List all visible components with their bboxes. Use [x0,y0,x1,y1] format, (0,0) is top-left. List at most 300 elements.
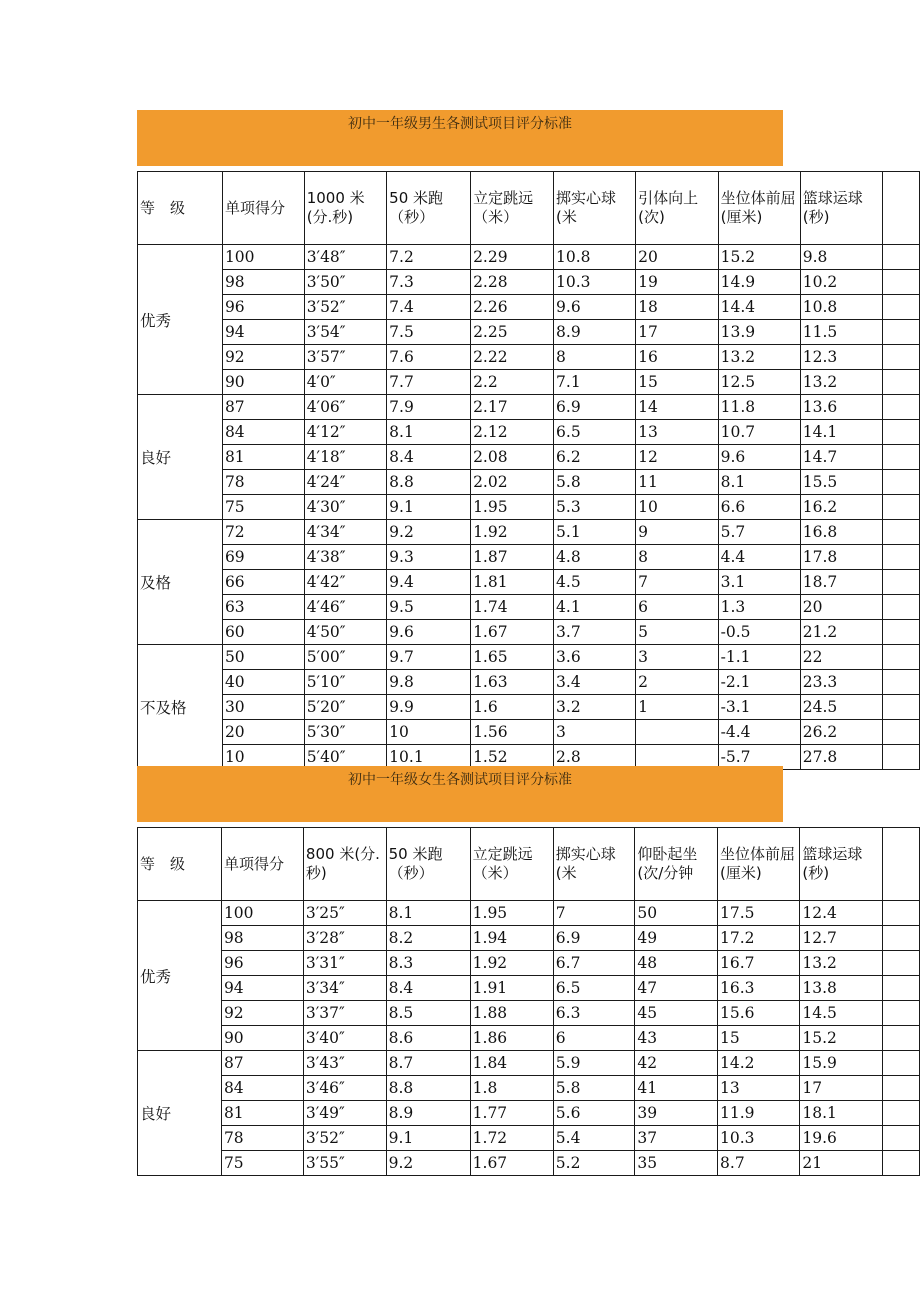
table-cell [882,695,919,720]
column-header: 立定跳远（米） [470,828,553,901]
table-cell [882,320,919,345]
table-cell: 2 [636,670,718,695]
table-row [138,1126,920,1151]
table-cell: 21.2 [800,620,882,645]
table-row [138,720,920,745]
table-cell: 11.9 [718,1101,800,1126]
table-cell: 30 [222,695,304,720]
column-header: 等 级 [138,172,223,245]
table-cell [882,976,919,1001]
girls-score-table [137,827,920,1176]
table-cell [882,1151,919,1176]
table-cell: 9.9 [387,695,471,720]
table-cell: 10.1 [387,745,471,770]
table-cell [882,295,919,320]
table-row [138,1076,920,1101]
table-cell: 3′57″ [304,345,386,370]
table-cell: 4′24″ [304,470,386,495]
table-cell: 5′20″ [304,695,386,720]
table-cell: 4′38″ [304,545,386,570]
table-cell: 14.7 [800,445,882,470]
table-cell: 5.2 [553,1151,635,1176]
table-cell [882,1001,919,1026]
table-cell: 22 [800,645,882,670]
table-cell: 10 [636,495,718,520]
table-cell: 2.02 [471,470,554,495]
column-header: 坐位体前屈(厘米) [718,172,800,245]
table-cell: 3.4 [554,670,636,695]
table-cell: 12.3 [800,345,882,370]
column-header: 仰卧起坐(次/分钟 [635,828,718,901]
column-header: 引体向上(次) [636,172,718,245]
table-cell: 84 [221,1076,303,1101]
table-cell: 16.2 [800,495,882,520]
table-cell [882,620,919,645]
table-cell: 4′42″ [304,570,386,595]
table-cell: 10 [387,720,471,745]
table-cell: 1.86 [470,1026,553,1051]
table-cell: 3′34″ [303,976,386,1001]
table-cell: 100 [221,901,303,926]
table-cell: 1.52 [471,745,554,770]
table-cell: 41 [635,1076,718,1101]
table-cell: 13.2 [800,370,882,395]
table-cell: 11 [636,470,718,495]
table-cell: 45 [635,1001,718,1026]
table-cell: 10.7 [718,420,800,445]
table-cell: 8.7 [386,1051,470,1076]
table-cell: 14.9 [718,270,800,295]
table-cell [882,570,919,595]
column-header: 单项得分 [222,172,304,245]
table-cell: 10 [222,745,304,770]
table-cell: 27.8 [800,745,882,770]
table-cell: 78 [222,470,304,495]
table-cell: 92 [222,345,304,370]
table-cell [636,720,718,745]
table-cell: 42 [635,1051,718,1076]
table-cell: 6.5 [553,976,635,1001]
table-cell: 90 [222,370,304,395]
table-cell: 7.9 [387,395,471,420]
table-row [138,595,920,620]
table-row [138,1001,920,1026]
table-cell: 5.9 [553,1051,635,1076]
table-cell: 72 [222,520,304,545]
table-cell: 8.4 [387,445,471,470]
table-cell: 6.2 [554,445,636,470]
table-row [138,926,920,951]
table-cell: 9.6 [718,445,800,470]
table-cell: 66 [222,570,304,595]
table-cell: 2.8 [554,745,636,770]
table-cell: 7.5 [387,320,471,345]
table-cell: 12 [636,445,718,470]
table-cell: 9.2 [386,1151,470,1176]
table-cell: 14.4 [718,295,800,320]
table-row [138,545,920,570]
table-cell: 4′30″ [304,495,386,520]
table-cell: 8.5 [386,1001,470,1026]
table-cell: 8.1 [387,420,471,445]
table-cell: -1.1 [718,645,800,670]
table-cell: 5.8 [553,1076,635,1101]
table-cell: 1.67 [470,1151,553,1176]
table-row [138,495,920,520]
table-cell [882,1051,919,1076]
table-cell: 1.6 [471,695,554,720]
column-header: 等 级 [138,828,222,901]
table-cell: 8.2 [386,926,470,951]
table-cell: 17 [800,1076,882,1101]
table-cell: 69 [222,545,304,570]
table-cell: 1.81 [471,570,554,595]
table-cell: 1.65 [471,645,554,670]
table-cell: 7 [553,901,635,926]
table-cell: 90 [221,1026,303,1051]
table-cell: 16.7 [718,951,800,976]
table-cell: 19 [636,270,718,295]
table-cell: 15.2 [800,1026,882,1051]
table-cell: 7.6 [387,345,471,370]
table-cell: 98 [221,926,303,951]
table-cell: 5′30″ [304,720,386,745]
table-cell: 9.1 [386,1126,470,1151]
table-row [138,1101,920,1126]
table-cell: 6.9 [554,395,636,420]
table-row [138,570,920,595]
table-row [138,620,920,645]
table-cell: 9.1 [387,495,471,520]
table-cell: 4.4 [718,545,800,570]
table-cell: 8.8 [386,1076,470,1101]
table-cell: 9.6 [554,295,636,320]
table-cell: 98 [222,270,304,295]
table-cell: 1.88 [470,1001,553,1026]
table-cell: 15.2 [718,245,800,270]
table-cell [882,645,919,670]
table-cell: 18.1 [800,1101,882,1126]
table-cell: 1 [636,695,718,720]
table-cell: 12.5 [718,370,800,395]
table-cell: 9 [636,520,718,545]
table-cell: 3′49″ [303,1101,386,1126]
table-cell: 15.5 [800,470,882,495]
table-cell: 1.77 [470,1101,553,1126]
table-row [138,695,920,720]
column-header: 50 米跑（秒） [387,172,471,245]
table-cell: 7.7 [387,370,471,395]
table-cell: 14 [636,395,718,420]
table-cell: 96 [221,951,303,976]
table-cell: 17.2 [718,926,800,951]
table-cell [882,901,919,926]
boys-title-banner [137,110,783,166]
table-cell: 1.84 [470,1051,553,1076]
table-cell: 15.6 [718,1001,800,1026]
table-cell: 19.6 [800,1126,882,1151]
column-header: 篮球运球(秒) [800,172,882,245]
table-cell: 13.9 [718,320,800,345]
table-cell [882,270,919,295]
table-cell: 35 [635,1151,718,1176]
column-header [882,828,919,901]
table-cell: 4′46″ [304,595,386,620]
table-cell: 37 [635,1126,718,1151]
table-cell: 9.3 [387,545,471,570]
level-cell: 良好 [138,395,223,520]
table-cell: 9.4 [387,570,471,595]
table-cell: 92 [221,1001,303,1026]
table-cell: 3′50″ [304,270,386,295]
table-cell: 7.4 [387,295,471,320]
table-cell: 1.92 [471,520,554,545]
table-cell: 4′12″ [304,420,386,445]
table-row [138,370,920,395]
table-cell: 75 [221,1151,303,1176]
table-cell: 100 [222,245,304,270]
girls-header-row [138,828,920,901]
table-cell: 6 [636,595,718,620]
table-cell [882,595,919,620]
table-cell: 8.1 [718,470,800,495]
table-cell: 6.9 [553,926,635,951]
table-cell: 43 [635,1026,718,1051]
column-header: 1000 米(分.秒) [304,172,386,245]
table-cell: 94 [222,320,304,345]
table-cell: 2.22 [471,345,554,370]
table-cell: 13.2 [718,345,800,370]
table-cell: 8.9 [386,1101,470,1126]
table-cell [882,370,919,395]
table-cell: 3.1 [718,570,800,595]
table-cell: 26.2 [800,720,882,745]
table-cell: 3 [554,720,636,745]
table-cell [882,445,919,470]
table-cell: 39 [635,1101,718,1126]
table-cell: 9.8 [387,670,471,695]
level-cell: 不及格 [138,645,223,770]
table-cell: 2.25 [471,320,554,345]
table-cell: 1.95 [470,901,553,926]
table-cell: 13.2 [800,951,882,976]
table-cell: 1.56 [471,720,554,745]
table-cell: 94 [221,976,303,1001]
table-cell: 4′06″ [304,395,386,420]
table-cell: 8.4 [386,976,470,1001]
table-cell: 5.7 [718,520,800,545]
table-cell: 5.6 [553,1101,635,1126]
table-cell: 1.63 [471,670,554,695]
table-cell: 10.3 [718,1126,800,1151]
table-cell [882,245,919,270]
table-cell: 50 [222,645,304,670]
table-cell: 9.5 [387,595,471,620]
table-cell: 6.3 [553,1001,635,1026]
table-cell: 2.28 [471,270,554,295]
table-cell: 5.4 [553,1126,635,1151]
table-cell: 13 [718,1076,800,1101]
table-cell: 13 [636,420,718,445]
table-cell [882,1026,919,1051]
table-cell: 5.8 [554,470,636,495]
table-cell: 3′46″ [303,1076,386,1101]
table-cell: 12.7 [800,926,882,951]
table-cell: 18.7 [800,570,882,595]
table-row [138,420,920,445]
table-cell [882,926,919,951]
table-cell: 4′0″ [304,370,386,395]
table-cell [882,1101,919,1126]
table-row [138,1026,920,1051]
level-cell: 及格 [138,520,223,645]
column-header: 800 米(分.秒) [303,828,386,901]
table-cell: 8 [554,345,636,370]
table-cell: 3′43″ [303,1051,386,1076]
table-cell: 1.95 [471,495,554,520]
table-cell [882,395,919,420]
table-cell: 7.1 [554,370,636,395]
table-cell: 7.3 [387,270,471,295]
table-cell: 9.6 [387,620,471,645]
girls-title-banner [137,766,783,822]
table-cell: 9.7 [387,645,471,670]
table-row [138,245,920,270]
table-cell [882,951,919,976]
table-cell: 24.5 [800,695,882,720]
table-cell: 49 [635,926,718,951]
table-cell: 78 [221,1126,303,1151]
table-cell: 18 [636,295,718,320]
level-cell: 优秀 [138,901,222,1051]
table-cell: 16.8 [800,520,882,545]
table-cell: 17.5 [718,901,800,926]
table-cell: 20 [800,595,882,620]
table-cell: 3 [636,645,718,670]
table-cell [882,420,919,445]
table-cell: 6.5 [554,420,636,445]
table-cell: 8.7 [718,1151,800,1176]
table-cell: 1.67 [471,620,554,645]
table-cell: 1.87 [471,545,554,570]
table-cell: 84 [222,420,304,445]
table-cell: 15.9 [800,1051,882,1076]
table-cell: 3′28″ [303,926,386,951]
table-cell [882,495,919,520]
table-cell: 4.5 [554,570,636,595]
table-cell [882,345,919,370]
table-cell: 4′34″ [304,520,386,545]
table-cell: 2.29 [471,245,554,270]
table-row [138,645,920,670]
table-cell: 1.92 [470,951,553,976]
table-cell: 3′48″ [304,245,386,270]
table-cell: 14.2 [718,1051,800,1076]
table-cell: 3′37″ [303,1001,386,1026]
table-cell: 15 [636,370,718,395]
boys-table-title: 初中一年级男生各测试项目评分标准 [348,116,572,132]
table-cell: 3′40″ [303,1026,386,1051]
table-cell [882,545,919,570]
table-row [138,901,920,926]
table-cell: 11.5 [800,320,882,345]
table-cell [882,470,919,495]
column-header [882,172,919,245]
table-cell: 8.9 [554,320,636,345]
table-cell: 10.8 [554,245,636,270]
column-header: 50 米跑（秒） [386,828,470,901]
boys-header-row [138,172,920,245]
table-cell: 1.94 [470,926,553,951]
level-cell: 良好 [138,1051,222,1176]
table-cell: 3′25″ [303,901,386,926]
table-row [138,295,920,320]
table-cell: -5.7 [718,745,800,770]
table-cell: 48 [635,951,718,976]
table-cell: 47 [635,976,718,1001]
table-cell [882,1126,919,1151]
table-cell: 1.74 [471,595,554,620]
table-cell: 8 [636,545,718,570]
table-cell: 2.17 [471,395,554,420]
table-cell [882,745,919,770]
table-row [138,951,920,976]
table-cell: -2.1 [718,670,800,695]
table-cell: 6 [553,1026,635,1051]
table-cell: 5′40″ [304,745,386,770]
table-cell: 10.2 [800,270,882,295]
table-row [138,670,920,695]
table-cell: 23.3 [800,670,882,695]
table-cell: 5.1 [554,520,636,545]
table-cell: 7.2 [387,245,471,270]
table-row [138,1151,920,1176]
table-row [138,1051,920,1076]
table-row [138,395,920,420]
table-cell: 1.3 [718,595,800,620]
table-cell: 40 [222,670,304,695]
table-cell: 16 [636,345,718,370]
table-cell: 20 [222,720,304,745]
table-cell: -4.4 [718,720,800,745]
table-cell: 3′52″ [303,1126,386,1151]
table-cell: 15 [718,1026,800,1051]
table-cell: 60 [222,620,304,645]
table-cell: 16.3 [718,976,800,1001]
column-header: 立定跳远（米） [471,172,554,245]
table-cell: 3′31″ [303,951,386,976]
table-row [138,345,920,370]
table-cell: 5.3 [554,495,636,520]
table-cell: 6.6 [718,495,800,520]
table-cell: 4.8 [554,545,636,570]
table-row [138,470,920,495]
table-cell: 81 [222,445,304,470]
table-cell: 63 [222,595,304,620]
table-row [138,320,920,345]
table-cell: 8.6 [386,1026,470,1051]
table-cell: 9.2 [387,520,471,545]
table-cell: 2.08 [471,445,554,470]
table-cell: 20 [636,245,718,270]
column-header: 单项得分 [221,828,303,901]
table-cell: 1.8 [470,1076,553,1101]
table-cell: 7 [636,570,718,595]
table-cell: 1.91 [470,976,553,1001]
table-cell: 5′10″ [304,670,386,695]
table-cell: 2.2 [471,370,554,395]
table-cell: 10.8 [800,295,882,320]
